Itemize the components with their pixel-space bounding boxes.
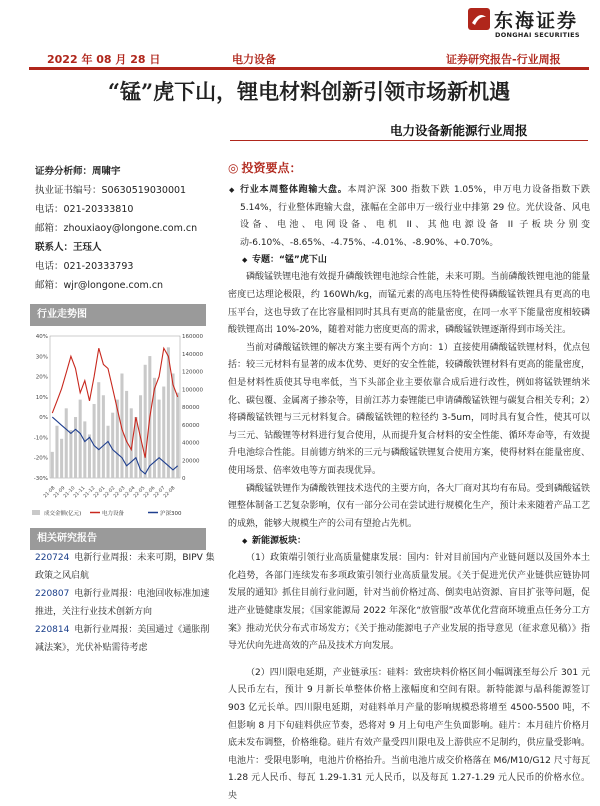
topic-paragraph-3: 磷酸锰铁锂作为磷酸铁锂技术迭代的主要方向，各大厂商对其均有布局。受到磷酸锰铁锂整体制备工艺复杂影响，仅有一部分公司在尝试进行规模化生产，预计未来随着产品工艺的成熟，能够大规模生产的公司有望抢占先机。: [228, 483, 590, 529]
x-tick-label: 22-02: [103, 485, 117, 500]
y-left-tick-label: 30%: [35, 354, 48, 361]
topic-paragraph-2: 当前对磷酸锰铁锂的解决方案主要有两个方向：1）直接使用磷酸锰铁锂材料，优点包括：较三元材料有显著的成本优势、更好的安全性能，较磷酸铁锂材料有更高的能量密度，但是材料性质使其导电率低，当下头部企业主要依靠合成后进行改性，例如将锰铁锂纳米化、碳包覆、金属离子掺杂等，目前江苏力泰锂能已申请磷酸锰铁锂与碳复合相关专利；2）将磷酸锰铁锂与三元材料复合。磷酸锰铁锂的粒径约 3-5um，同时具有复合性，使其可以与三元、钴酸锂等材料进行复合使用，从而提升复合材料的安全性能、循环寿命等，有效提升电池综合性能。目前德方纳米的三元与磷酸锰铁锂复合使用方案，使得材料在能量密度、使用场景、倍率效电等方面表现优异。: [228, 342, 590, 476]
related-report-title: 电新行业周报：美国通过《通胀削减法案》，光伏补贴需待考虑: [35, 625, 210, 653]
bullet-market-text: 本周沪深 300 指数下跌 1.05%，申万电力设备指数下跌 5.14%，行业整体跑输大盘，涨幅在全部申万一级行业中排第 29 位。光伏设备、风电设备、电池、电网设备、电机 II、其他电源设备 II 子板块分别变动-6.10%、-8.65%、-4.75%、-4.01%、-8.90%、+0.70%。: [240, 185, 590, 248]
x-tick-label: 21-10: [63, 485, 77, 500]
y-left-tick-label: -30%: [33, 476, 48, 482]
volume-bar: [88, 434, 91, 478]
analyst-line: [35, 162, 215, 181]
legend-entry-label: 成交金额(亿元): [44, 511, 82, 517]
topic-paragraph-1: 磷酸锰铁锂电池有效提升磷酸铁锂电池综合性能，未来可期。当前磷酸铁锂电池的能量密度已达理论极限，约 160Wh/kg，而锰元素的高电压特性使得磷酸锰铁锂具有更高的电压平台，这也导致了在比容量相同时其具有更高的能量密度，在同一水平下能量密度相较磷酸铁锂高出 10%-20%，随着对能力密度更高的需求，磷酸锰铁锂逐渐得到市场关注。: [228, 272, 590, 336]
volume-bar: [69, 430, 72, 478]
contact-line: [35, 238, 215, 257]
x-tick-label: 22-04: [123, 485, 137, 500]
volume-bar: [167, 347, 170, 478]
y-right-tick-label: 60000: [182, 422, 200, 429]
report-subtitle: 电力设备新能源行业周报: [390, 123, 528, 138]
volume-bar: [158, 400, 161, 478]
volume-bar: [111, 413, 114, 478]
x-tick-label: 22-01: [93, 485, 107, 500]
logo: [468, 6, 594, 42]
y-right-tick-label: 100000: [182, 387, 203, 394]
x-tick-label: 21-11: [73, 485, 87, 500]
bullet-market-lead: 行业本周整体跑输大盘。: [240, 185, 348, 195]
x-tick-label: 22-03: [113, 485, 127, 500]
contact-label: 联系人：: [35, 242, 74, 253]
volume-bar: [79, 400, 82, 478]
volume-bar: [162, 387, 165, 478]
legend-entry-label: 沪深300: [160, 511, 182, 517]
x-tick-label: 21-09: [53, 485, 67, 500]
related-report-id: 220807: [35, 589, 70, 599]
volume-bar: [107, 426, 110, 478]
report-type: 证券研究报告-行业周报: [446, 53, 561, 66]
y-right-tick-label: 120000: [182, 369, 203, 376]
section-heading: [228, 158, 590, 178]
supply-chain-paragraph: （2）四川限电延期，产业链承压：硅料：致密块料价格区间小幅调涨至每公斤 301 元人民币左右，预计 9 月新长单整体价格上涨幅度和空间有限。新特能源与晶科能源签订 903 亿元长单。四川限电延期，对硅料单月产量的影响规模恐将增至 4500-5500 吨，不但影响 8 月下旬硅料供应节奏，恐将对 9 月上旬电产生负面影响。硅片：本月硅片价格月底未发布调整，价格维稳。硅片有效产量受四川限电及上游供应不足制约，供应量受影响。电池片：受限电影响，电池片价格抬升。当前电池片成交价格落在 M6/M10/G12 尺寸每瓦 1.28 元人民币、每瓦 1.29-1.31 元人民币，以及每瓦 1.27-1.29 元人民币的价格水位。央: [228, 667, 590, 801]
related-report-item[interactable]: [35, 621, 215, 657]
volume-bar: [55, 426, 58, 478]
x-tick-label: 22-08: [163, 485, 177, 500]
related-report-id: 220814: [35, 625, 70, 635]
y-right-tick-label: 140000: [182, 351, 203, 358]
logo-text-cn: 东海证券: [494, 10, 579, 32]
topic-heading: ◆ 专题：“锰”虎下山: [228, 252, 590, 269]
volume-bar: [97, 382, 100, 478]
x-tick-label: 21-08: [43, 485, 57, 500]
report-category: 电力设备: [232, 53, 276, 66]
analyst-phone: 电话：021-20333810: [35, 204, 134, 215]
contact-email: 邮箱：wjr@longone.com.cn: [35, 280, 164, 291]
policy-paragraph: （1）政策端引领行业高质量健康发展：国内：针对目前国内产业链问题以及国外本土化趋势，各部门连续发布多项政策引领行业高质量发展。《关于促进光伏产业链供应链协同发展的通知》抓住目前行业问题，针对当前价格过高、倒卖电站资源、盲目扩张等问题，促进产业链健康发展；《国家能源局 2022 年深化“放管服”改革优化营商环境重点任务分工方案》推动光伏分布式市场发方；《关于推动能源电子产业发展的指导意见（征求意见稿）》指导光伏向先进高效的产品及技术方向发展。: [228, 553, 590, 652]
y-left-tick-label: -10%: [33, 435, 48, 442]
volume-bar: [51, 452, 54, 478]
logo-mark-icon: [468, 8, 490, 30]
volume-bar: [102, 395, 105, 478]
x-tick-label: 22-05: [133, 485, 147, 500]
volume-bar: [83, 421, 86, 478]
contact-phone: 电话：021-20333793: [35, 261, 134, 272]
y-left-tick-label: -20%: [33, 455, 48, 462]
y-left-tick-label: 0%: [39, 415, 48, 422]
bullet-market: [228, 182, 590, 252]
volume-bar: [172, 373, 175, 478]
trend-section-title: 行业走势图: [30, 304, 206, 326]
volume-bar: [93, 404, 96, 478]
analyst-email: 邮箱：zhouxiaoy@longone.com.cn: [35, 223, 198, 234]
y-right-tick-label: 0: [182, 476, 186, 482]
analyst-label: 证券分析师：: [35, 166, 93, 177]
volume-bar: [60, 439, 63, 478]
header-divider: [29, 67, 589, 70]
volume-bar: [144, 365, 147, 478]
legend-swatch-volume: [32, 510, 40, 515]
volume-bar: [176, 393, 179, 478]
related-reports-list: [35, 549, 215, 657]
report-title: “锰”虎下山，锂电材料创新引领市场新机遇: [107, 79, 511, 104]
y-right-tick-label: 160000: [182, 334, 203, 340]
related-section-title: 相关研究报告: [30, 528, 206, 550]
volume-bar: [74, 417, 77, 478]
x-tick-label: 21-12: [83, 485, 97, 500]
y-right-tick-label: 80000: [182, 405, 200, 411]
main-content: [228, 158, 590, 806]
x-tick-label: 22-06: [143, 485, 157, 500]
y-left-tick-label: 40%: [35, 334, 48, 340]
related-report-item[interactable]: [35, 549, 215, 585]
new-energy-heading: ◆ 新能源板块：: [228, 533, 590, 550]
related-report-title: 电新行业周报：电池回收标准加速推进，关注行业技术创新方向: [35, 589, 210, 617]
contact-name: 王珏人: [73, 242, 102, 253]
y-right-tick-label: 40000: [182, 440, 200, 447]
volume-bar: [65, 408, 68, 478]
x-tick-label: 22-07: [153, 485, 167, 500]
related-report-title: 电新行业周报：未来可期，BIPV 集政策之风启航: [35, 553, 215, 581]
circle-bullet-icon: ◎: [228, 161, 239, 175]
y-left-tick-label: 10%: [35, 394, 48, 401]
analyst-cert: 执业证书编号：S0630519030001: [35, 185, 187, 196]
report-date: 2022 年 08 月 28 日: [47, 53, 161, 66]
subtitle-divider: [230, 140, 588, 141]
y-right-tick-label: 20000: [182, 458, 200, 465]
logo-text-en: DONGHAI SECURITIES: [495, 31, 580, 39]
related-report-item[interactable]: [35, 585, 215, 621]
analyst-name: 周啸宇: [92, 166, 121, 177]
y-left-tick-label: 20%: [35, 374, 48, 381]
section-title: 投资要点：: [241, 161, 302, 175]
related-report-id: 220724: [35, 553, 70, 563]
legend-entry-label: 电力设备: [102, 511, 125, 517]
analyst-info: [35, 162, 215, 295]
